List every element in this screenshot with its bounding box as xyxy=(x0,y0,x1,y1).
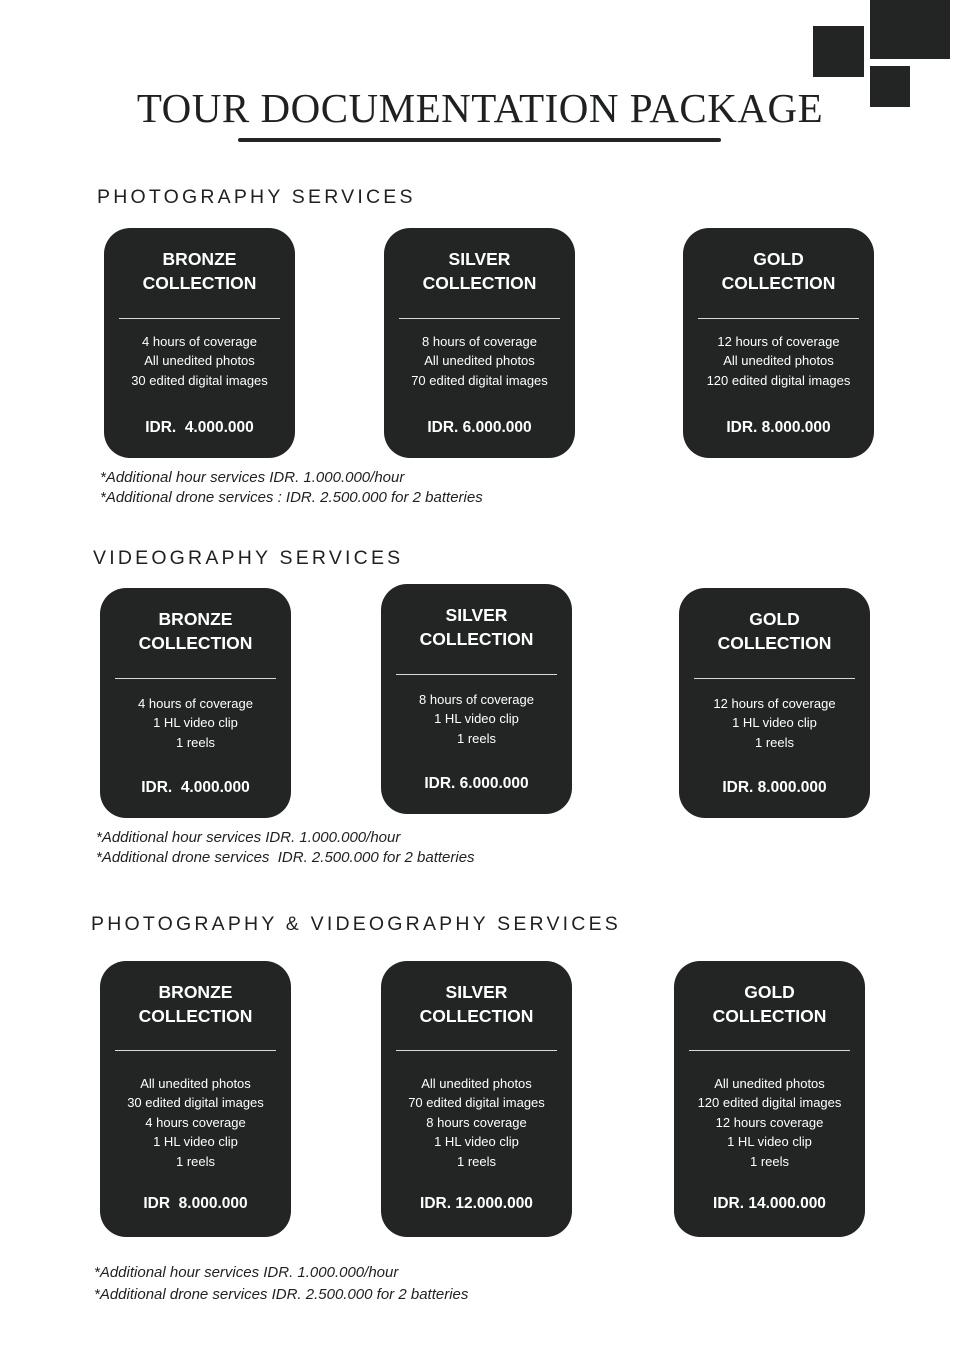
feature-item: 1 reels xyxy=(175,734,216,750)
feature-item: 4 hours coverage xyxy=(145,1114,246,1130)
package-name: GOLD COLLECTION xyxy=(712,982,827,1026)
package-card-bronze xyxy=(104,228,295,458)
feature-list xyxy=(384,332,575,390)
package-price: IDR. 14.000.000 xyxy=(713,1195,826,1212)
package-card-bronze xyxy=(100,961,291,1237)
feature-item: All unedited photos xyxy=(144,353,255,369)
section-heading: PHOTOGRAPHY & VIDEOGRAPHY SERVICES xyxy=(91,913,621,935)
card-divider xyxy=(396,674,557,675)
card-divider xyxy=(115,678,276,679)
package-card-silver xyxy=(381,961,572,1237)
section-heading: PHOTOGRAPHY SERVICES xyxy=(97,186,416,208)
feature-item: 12 hours of coverage xyxy=(717,334,840,349)
feature-list xyxy=(104,332,295,390)
feature-item: 4 hours of coverage xyxy=(142,334,257,349)
package-card-bronze xyxy=(100,588,291,818)
feature-item: 1 HL video clip xyxy=(727,1134,812,1150)
feature-item: 30 edited digital images xyxy=(127,1095,264,1111)
additional-service-note: *Additional drone services IDR. 2.500.000 for 2 batteries xyxy=(94,1286,469,1303)
card-divider xyxy=(689,1050,850,1051)
card-divider xyxy=(399,318,560,319)
card-divider xyxy=(119,318,280,319)
feature-list xyxy=(674,1074,865,1171)
additional-service-note: *Additional hour services IDR. 1.000.000/hour xyxy=(96,829,401,846)
additional-service-note: *Additional drone services : IDR. 2.500.000 for 2 batteries xyxy=(100,488,483,506)
feature-item: All unedited photos xyxy=(140,1076,251,1091)
additional-service-note: *Additional drone services IDR. 2.500.000 for 2 batteries xyxy=(96,849,475,866)
feature-list xyxy=(679,694,870,752)
feature-item: 1 HL video clip xyxy=(434,711,519,727)
package-price: IDR. 8.000.000 xyxy=(726,419,831,436)
feature-item: All unedited photos xyxy=(723,353,834,369)
feature-item: 1 reels xyxy=(754,734,795,750)
package-card-gold xyxy=(679,588,870,818)
section-heading: VIDEOGRAPHY SERVICES xyxy=(93,547,404,569)
package-name: SILVER COLLECTION xyxy=(419,605,534,649)
feature-item: 1 HL video clip xyxy=(732,715,817,731)
feature-list xyxy=(100,1074,291,1171)
package-name: BRONZE COLLECTION xyxy=(142,249,257,293)
package-price: IDR. 12.000.000 xyxy=(420,1195,533,1212)
feature-item: 120 edited digital images xyxy=(706,372,851,388)
feature-item: 8 hours of coverage xyxy=(422,334,537,349)
feature-item: 1 reels xyxy=(749,1153,790,1169)
package-card-silver xyxy=(384,228,575,458)
feature-list xyxy=(100,694,291,752)
feature-item: 1 HL video clip xyxy=(153,715,238,731)
feature-item: All unedited photos xyxy=(714,1076,825,1091)
feature-item: 8 hours coverage xyxy=(426,1114,527,1130)
decor-square-medium xyxy=(813,26,864,77)
feature-item: All unedited photos xyxy=(424,353,535,369)
feature-item: 12 hours coverage xyxy=(715,1114,824,1130)
additional-service-note: *Additional hour services IDR. 1.000.000/hour xyxy=(94,1264,399,1281)
feature-item: 12 hours of coverage xyxy=(713,696,836,711)
feature-item: 4 hours of coverage xyxy=(138,696,253,711)
card-divider xyxy=(115,1050,276,1051)
package-name: GOLD COLLECTION xyxy=(721,249,836,293)
card-divider xyxy=(694,678,855,679)
package-price: IDR. 4.000.000 xyxy=(141,779,250,796)
feature-item: 70 edited digital images xyxy=(411,372,548,388)
feature-item: 70 edited digital images xyxy=(408,1095,545,1111)
card-divider xyxy=(396,1050,557,1051)
package-card-gold xyxy=(674,961,865,1237)
feature-item: All unedited photos xyxy=(421,1076,532,1091)
package-price: IDR. 6.000.000 xyxy=(424,775,529,792)
feature-item: 8 hours of coverage xyxy=(419,692,534,707)
feature-item: 1 HL video clip xyxy=(153,1134,238,1150)
package-card-silver xyxy=(381,584,572,814)
feature-item: 1 reels xyxy=(456,1153,497,1169)
package-name: BRONZE COLLECTION xyxy=(138,982,253,1026)
package-price: IDR. 6.000.000 xyxy=(427,419,532,436)
title-underline xyxy=(238,138,721,142)
feature-item: 1 reels xyxy=(456,730,497,746)
package-name: BRONZE COLLECTION xyxy=(138,609,253,653)
page-title: TOUR DOCUMENTATION PACKAGE xyxy=(136,85,824,131)
feature-item: 1 HL video clip xyxy=(434,1134,519,1150)
package-name: GOLD COLLECTION xyxy=(717,609,832,653)
package-name: SILVER COLLECTION xyxy=(419,982,534,1026)
card-divider xyxy=(698,318,859,319)
decor-square-large xyxy=(870,0,950,59)
additional-service-note: *Additional hour services IDR. 1.000.000/hour xyxy=(100,469,405,486)
feature-list xyxy=(381,1074,572,1171)
feature-item: 120 edited digital images xyxy=(697,1095,842,1111)
package-card-gold xyxy=(683,228,874,458)
feature-item: 30 edited digital images xyxy=(131,372,268,388)
feature-list xyxy=(683,332,874,390)
package-price: IDR 8.000.000 xyxy=(143,1195,248,1212)
package-price: IDR. 4.000.000 xyxy=(145,419,254,436)
feature-list xyxy=(381,690,572,748)
package-price: IDR. 8.000.000 xyxy=(722,779,827,796)
package-name: SILVER COLLECTION xyxy=(422,249,537,293)
feature-item: 1 reels xyxy=(175,1153,216,1169)
